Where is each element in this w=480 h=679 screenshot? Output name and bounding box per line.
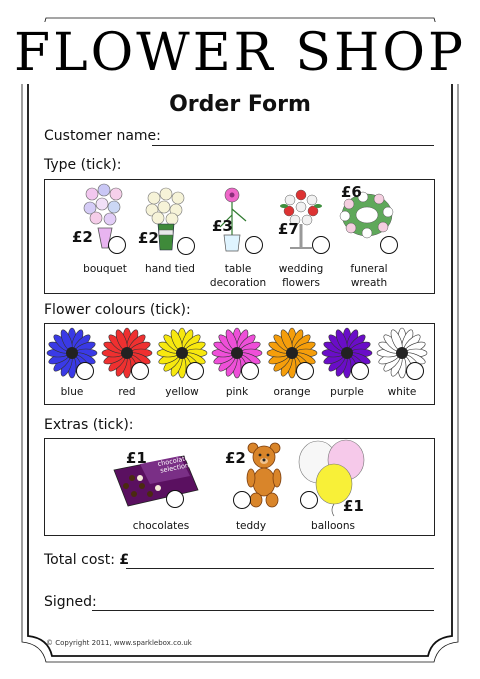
white-label: white bbox=[387, 386, 417, 398]
wedding-flowers-tick[interactable] bbox=[312, 236, 330, 254]
wedding-flowers-label: wedding flowers bbox=[278, 263, 324, 289]
orange-tick[interactable] bbox=[296, 362, 314, 380]
funeral-wreath-label: funeral wreath bbox=[350, 263, 388, 289]
white-tick[interactable] bbox=[406, 362, 424, 380]
table-decoration-price: £3 bbox=[212, 217, 233, 235]
type-label: Type (tick): bbox=[44, 157, 122, 173]
balloons-price: £1 bbox=[343, 497, 364, 515]
red-tick[interactable] bbox=[131, 362, 149, 380]
currency-symbol: £ bbox=[119, 552, 130, 568]
customer-name-field[interactable] bbox=[152, 145, 434, 146]
hand-tied-price: £2 bbox=[138, 229, 159, 247]
chocolate-box-text: chocolate selection bbox=[156, 454, 190, 475]
purple-label: purple bbox=[330, 386, 364, 398]
wedding-flowers-price: £7 bbox=[278, 220, 299, 238]
colours-label: Flower colours (tick): bbox=[44, 302, 191, 318]
teddy-price: £2 bbox=[225, 449, 246, 467]
yellow-tick[interactable] bbox=[186, 362, 204, 380]
total-cost-label: Total cost: £ bbox=[44, 552, 130, 568]
copyright-text: © Copyright 2011, www.sparklebox.co.uk bbox=[46, 639, 192, 647]
funeral-wreath-price: £6 bbox=[341, 183, 362, 201]
table-decoration-label: table decoration bbox=[209, 263, 267, 289]
bouquet-price: £2 bbox=[72, 228, 93, 246]
blue-label: blue bbox=[60, 386, 84, 398]
extras-label: Extras (tick): bbox=[44, 417, 134, 433]
chocolates-tick[interactable] bbox=[166, 490, 184, 508]
signed-label: Signed: bbox=[44, 594, 97, 610]
bouquet-tick[interactable] bbox=[108, 236, 126, 254]
blue-tick[interactable] bbox=[76, 362, 94, 380]
teddy-label: teddy bbox=[235, 520, 267, 532]
chocolates-price: £1 bbox=[126, 449, 147, 467]
pink-tick[interactable] bbox=[241, 362, 259, 380]
hand-tied-label: hand tied bbox=[145, 263, 195, 275]
red-label: red bbox=[118, 386, 136, 398]
shop-title: FLOWER SHOP bbox=[14, 23, 466, 83]
pink-label: pink bbox=[225, 386, 249, 398]
funeral-wreath-tick[interactable] bbox=[380, 236, 398, 254]
teddy-tick[interactable] bbox=[233, 491, 251, 509]
total-cost-field[interactable] bbox=[126, 568, 434, 569]
hand-tied-tick[interactable] bbox=[177, 237, 195, 255]
balloons-tick[interactable] bbox=[300, 491, 318, 509]
bouquet-label: bouquet bbox=[83, 263, 127, 275]
table-decoration-tick[interactable] bbox=[245, 236, 263, 254]
chocolates-label: chocolates bbox=[132, 520, 190, 532]
balloons-label: balloons bbox=[311, 520, 355, 532]
yellow-label: yellow bbox=[165, 386, 199, 398]
orange-label: orange bbox=[273, 386, 311, 398]
purple-tick[interactable] bbox=[351, 362, 369, 380]
customer-name-label: Customer name: bbox=[44, 128, 161, 144]
signature-field[interactable] bbox=[92, 610, 434, 611]
form-title: Order Form bbox=[169, 92, 311, 117]
